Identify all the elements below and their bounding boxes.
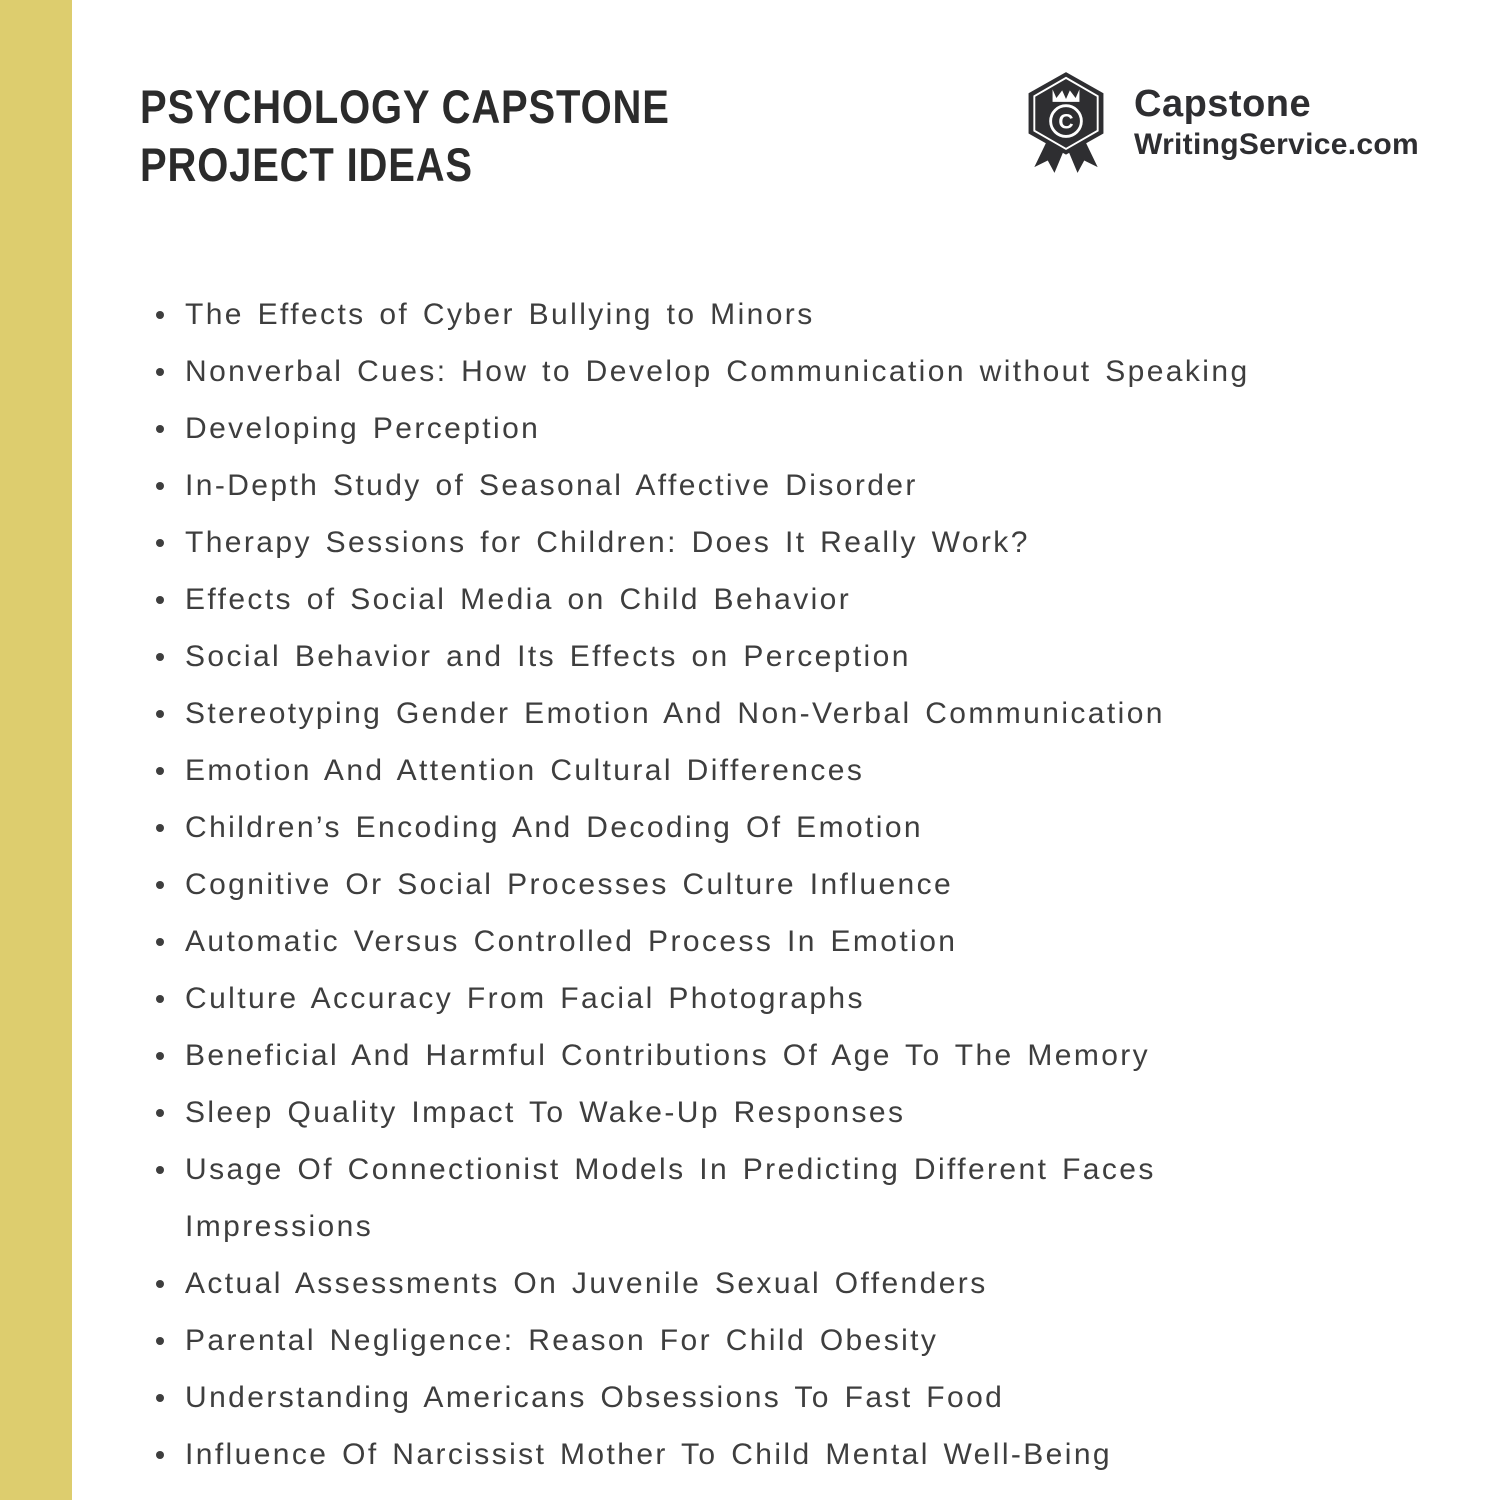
list-item-text: Understanding Americans Obsessions To Fast Food: [185, 1381, 1005, 1414]
bullet-dot: [156, 1280, 164, 1288]
left-accent-stripe: [0, 0, 72, 1500]
list-item-text: Developing Perception: [185, 412, 541, 445]
bullet-dot: [156, 596, 164, 604]
list-item-text: Emotion And Attention Cultural Differences: [185, 754, 865, 787]
list-item: [185, 457, 1350, 514]
list-item-text: Influence Of Narcissist Mother To Child Mental Well-Being: [185, 1438, 1113, 1471]
list-item-text: Social Behavior and Its Effects on Perception: [185, 640, 911, 673]
list-item: [185, 970, 1350, 1027]
bullet-dot: [156, 1109, 164, 1117]
bullet-dot: [156, 539, 164, 547]
bullet-dot: [156, 881, 164, 889]
list-item: [185, 400, 1350, 457]
list-item: [185, 1369, 1350, 1426]
bullet-dot: [156, 1394, 164, 1402]
bullet-dot: [156, 1451, 164, 1459]
document-page: [72, 0, 1500, 1500]
list-item: [185, 628, 1350, 685]
bullet-dot: [156, 311, 164, 319]
list-item-text: Parental Negligence: Reason For Child Obesity: [185, 1324, 939, 1357]
bullet-dot: [156, 1337, 164, 1345]
list-item: [185, 286, 1350, 343]
list-item: [185, 742, 1350, 799]
bullet-dot: [156, 653, 164, 661]
list-item-text: Sleep Quality Impact To Wake-Up Responses: [185, 1096, 906, 1129]
bullet-dot: [156, 1166, 164, 1174]
badge-letter: C: [1058, 110, 1074, 134]
list-item: [185, 913, 1350, 970]
bullet-dot: [156, 995, 164, 1003]
list-item: [185, 1426, 1350, 1483]
bullet-dot: [156, 767, 164, 775]
bullet-dot: [156, 368, 164, 376]
list-item-text: The Effects of Cyber Bullying to Minors: [185, 298, 815, 331]
capstone-logo: [1018, 70, 1419, 176]
list-item-text: Actual Assessments On Juvenile Sexual Offenders: [185, 1267, 988, 1300]
bullet-dot: [156, 482, 164, 490]
page-title: [140, 78, 763, 194]
list-item-text: Therapy Sessions for Children: Does It Really Work?: [185, 526, 1030, 559]
list-item-text: In-Depth Study of Seasonal Affective Disorder: [185, 469, 918, 502]
brand-name: Capstone: [1134, 83, 1312, 125]
topics-list: [185, 286, 1350, 1483]
list-item: [185, 799, 1350, 856]
list-item: [185, 571, 1350, 628]
list-item-text: Children’s Encoding And Decoding Of Emotion: [185, 811, 924, 844]
list-item-text: Nonverbal Cues: How to Develop Communication without Speaking: [185, 355, 1250, 388]
page-title-line-2: PROJECT IDEAS: [140, 138, 473, 191]
list-item: [185, 1312, 1350, 1369]
logo-wordmark: [1134, 82, 1419, 164]
list-item-text: Stereotyping Gender Emotion And Non-Verbal Communication: [185, 697, 1165, 730]
page-title-line-1: PSYCHOLOGY CAPSTONE: [140, 80, 670, 133]
list-item-text: Cognitive Or Social Processes Culture Influence: [185, 868, 954, 901]
bullet-dot: [156, 824, 164, 832]
brand-domain: WritingService.com: [1134, 128, 1419, 161]
bullet-dot: [156, 1052, 164, 1060]
list-item: [185, 856, 1350, 913]
list-item: [185, 1141, 1350, 1255]
list-item: [185, 685, 1350, 742]
list-item-text: Culture Accuracy From Facial Photographs: [185, 982, 865, 1015]
list-item: [185, 343, 1350, 400]
list-item-text: Automatic Versus Controlled Process In Emotion: [185, 925, 958, 958]
bullet-dot: [156, 425, 164, 433]
capstone-badge-icon: [1018, 70, 1114, 176]
list-item-text: Beneficial And Harmful Contributions Of Age To The Memory: [185, 1039, 1151, 1072]
bullet-dot: [156, 710, 164, 718]
list-item: [185, 1255, 1350, 1312]
bullet-dot: [156, 938, 164, 946]
list-item-text: Usage Of Connectionist Models In Predicting Different Faces Impressions: [185, 1153, 1156, 1243]
list-item: [185, 1084, 1350, 1141]
list-item-text: Effects of Social Media on Child Behavior: [185, 583, 852, 616]
list-item: [185, 514, 1350, 571]
list-item: [185, 1027, 1350, 1084]
